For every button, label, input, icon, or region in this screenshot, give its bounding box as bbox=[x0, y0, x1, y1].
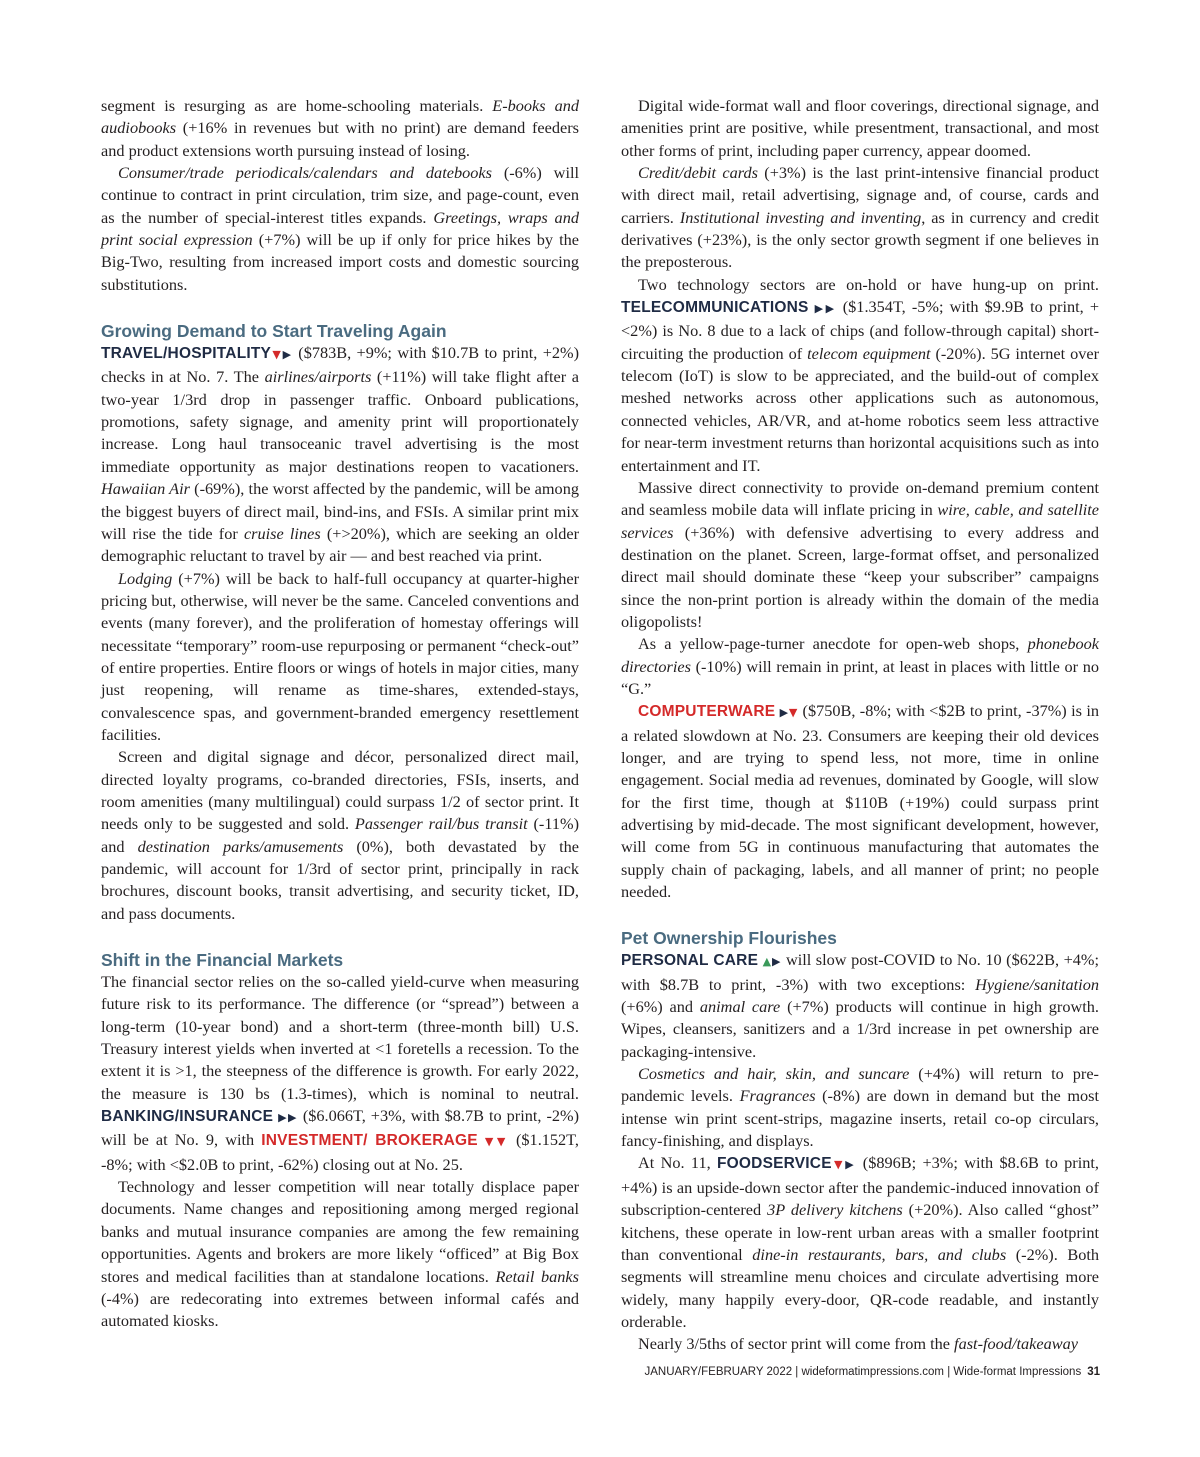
trend-arrows-icon: ▲▶ bbox=[762, 955, 782, 969]
paragraph bbox=[621, 1333, 1099, 1355]
right-column bbox=[621, 95, 1099, 1356]
text-run: (-20%). 5G internet over telecom (IoT) is slow to be appreciated, and the build-out of complex meshed networks across other applications such as autonomous, connected vehicles, AR/VR, and at-home robotics seem less attractive for near-term investment returns than horizontal acquisitions such as into entertainment and IT. bbox=[621, 343, 1100, 475]
paragraph bbox=[621, 162, 1099, 274]
trend-arrows-icon: ▼▶ bbox=[831, 1158, 857, 1172]
paragraph-telecommunications bbox=[621, 274, 1099, 477]
paragraph bbox=[621, 1063, 1099, 1152]
text-run: (0%), both devastated by the pandemic, will account for 1/3rd of sector print, principally in rack brochures, discount books, transit advertising, and security ticket, ID, and pass documents. bbox=[101, 836, 580, 923]
paragraph bbox=[101, 746, 579, 925]
text-run: Massive direct connectivity to provide on-demand premium content and seamless mobile data will inflate pricing in bbox=[621, 477, 1099, 520]
sector-name: PERSONAL CARE bbox=[621, 952, 759, 970]
text-run: (-4%) are redecorating into extremes between informal cafés and automated kiosks. bbox=[101, 1288, 579, 1331]
section-heading-financial: Shift in the Financial Markets bbox=[101, 950, 344, 971]
italic-term: animal care bbox=[699, 997, 781, 1017]
section-heading-pet-ownership: Pet Ownership Flourishes bbox=[621, 928, 837, 949]
text-run: ($750B, -8%; with <$2B to print, -37%) is in a related slowdown at No. 23. Consumers are keeping their old devices longer, and are trying to spend less, not more, time in online engagement. Social media ad revenues, dominated by Google, will slow for the first time, though at $110B (+19%) could surpass print advertising by mid-decade. The most significant development, however, will come from 5G in continuous manufacturing that automates the supply chain of packaging, labels, and all manner of print; no people needed. bbox=[621, 701, 1099, 902]
italic-term: Hawaiian Air bbox=[101, 479, 190, 499]
sector-name: BANKING/INSURANCE bbox=[101, 1108, 274, 1126]
text-run: (+20%). Also called “ghost” kitchens, these operate in low-rent urban areas with a smaller footprint than conventional bbox=[621, 1200, 1099, 1264]
text-run: At No. 11, bbox=[638, 1153, 717, 1173]
paragraph bbox=[621, 477, 1099, 633]
footer-text: JANUARY/FEBRUARY 2022 | wideformatimpressions.com | Wide-format Impressions bbox=[644, 1366, 1082, 1378]
paragraph-financial bbox=[101, 971, 579, 1176]
text-run: (+6%) and bbox=[621, 997, 700, 1017]
trend-arrows-icon: ▶▶ bbox=[814, 302, 837, 316]
text-run: (+36%) with defensive advertising to every address and destination on the planet. Screen, large-format offset, and personalized direct mail should dominate these “keep your subscriber” campaigns since the non-print portion is already within the domain of the media oligopolists! bbox=[621, 522, 1099, 631]
section-heading-travel: Growing Demand to Start Traveling Again bbox=[101, 321, 447, 342]
text-run: (-69%), the worst affected by the pandemic, will be among the biggest buyers of direct mail, bind-ins, and FSIs. A similar print mix will rise the tide for bbox=[101, 479, 579, 543]
text-run: (+4%) will return to pre-pandemic levels. bbox=[621, 1064, 1099, 1106]
text-run: (-2%). Both segments will streamline menu choices and circulate advertising more widely, many happily every-door, QR-code readable, and instantly orderable. bbox=[621, 1244, 1100, 1331]
text-run: ($896B; +3%; with $8.6B to print, +4%) is an upside-down sector after the pandemic-induced innovation of subscription-centered bbox=[621, 1153, 1099, 1220]
paragraph-personal-care bbox=[621, 949, 1099, 1063]
text-run: (+7%) will be up if only for price hikes by the Big-Two, resulting from increased import costs and domestic sourcing substitutions. bbox=[101, 230, 579, 294]
sector-name: TELECOMMUNICATIONS bbox=[621, 299, 809, 317]
paragraph bbox=[101, 162, 579, 296]
italic-term: telecom equipment bbox=[807, 343, 931, 363]
text-run: ($1.152T, -8%; with <$2.0B to print, -62%) closing out at No. 25. bbox=[101, 1130, 579, 1174]
text-run: ($1.354T, -5%; with $9.9B to print, +<2%) is No. 8 due to a lack of chips (and follow-through capital) short-circuiting the production of bbox=[621, 297, 1099, 363]
text-run: (+>20%), which are seeking an older demographic reluctant to travel by air — and best reached via print. bbox=[101, 523, 580, 566]
text-run: (-11%) and bbox=[101, 814, 579, 856]
paragraph bbox=[101, 568, 579, 747]
text-run: Digital wide-format wall and floor coverings, directional signage, and amenities print are positive, while presentment, transactional, and most other forms of print, including paper currency, appear doomed. bbox=[621, 96, 1099, 160]
sector-name: FOODSERVICE bbox=[717, 1155, 832, 1173]
italic-term: Hygiene/sanitation bbox=[975, 974, 1099, 994]
text-run: As a yellow-page-turner anecdote for open-web shops, bbox=[638, 634, 1028, 654]
page-number: 31 bbox=[1087, 1366, 1100, 1378]
text-run: (+7%) will be back to half-full occupancy at quarter-higher pricing but, otherwise, will never be the same. Canceled conventions and events (many forever), and the proliferation of homestay offerings will necessitate “temporary” room-use repurposing or permanent “check-out” of entire properties. Entire floors or wings of hotels in major cities, many just reopening, will rename as time-shares, extended-stays, convalescence spas, and government-branded emergency resettlement facilities. bbox=[101, 568, 579, 744]
text-run: Nearly 3/5ths of sector print will come from the bbox=[638, 1334, 955, 1354]
italic-term: E-books and audiobooks bbox=[101, 96, 579, 138]
paragraph-computerware bbox=[621, 700, 1099, 903]
italic-term: Passenger rail/bus transit bbox=[354, 814, 528, 834]
paragraph-foodservice bbox=[621, 1152, 1099, 1333]
italic-term: 3P delivery kitchens bbox=[767, 1200, 903, 1220]
italic-term: wire, cable, and satellite services bbox=[621, 500, 1100, 542]
trend-arrows-icon: ▶▶ bbox=[278, 1111, 298, 1125]
italic-term: Fragrances bbox=[739, 1086, 816, 1106]
italic-term: fast-food/takeaway bbox=[954, 1334, 1078, 1354]
italic-term: Greetings, wraps and print social expression bbox=[101, 207, 579, 250]
text-run: The financial sector relies on the so-called yield-curve when measuring future risk to its performance. The difference (or “spread”) between a long-term (10-year bond) and a short-term (three-month bill) U.S. Treasury interest yields when inverted at <1 foretells a recession. To the extent it is >1, the steepness of the difference is growth. For early 2022, the measure is 130 bs (1.3-times), which is nominal to neutral. bbox=[101, 972, 579, 1103]
sector-name: COMPUTERWARE bbox=[638, 703, 776, 721]
trend-arrows-icon: ▼▶ bbox=[271, 348, 293, 362]
italic-term: Institutional investing and inventing bbox=[679, 207, 922, 227]
left-column bbox=[101, 95, 579, 1333]
italic-term: Consumer/trade periodicals/calendars and datebooks bbox=[118, 163, 492, 183]
italic-term: Credit/debit cards bbox=[638, 163, 758, 183]
text-run: Technology and lesser competition will near totally displace paper documents. Name changes and repositioning among merged regional banks and mutual insurance companies are among the few remaining opportunities. Agents and brokers are more likely “officed” at Big Box stores and medical facilities than at standalone locations. bbox=[101, 1177, 579, 1286]
text-run: (+7%) products will continue in high growth. Wipes, cleansers, sanitizers and a 1/3rd increase in pet ownership are packaging-intensive. bbox=[621, 997, 1099, 1061]
text-run: Screen and digital signage and décor, personalized direct mail, directed loyalty programs, co-branded directories, FSIs, inserts, and room amenities (many multilingual) could surpass 1/2 of sector print. It needs only to be suggested and sold. bbox=[101, 747, 579, 834]
italic-term: destination parks/amusements bbox=[137, 836, 344, 856]
paragraph bbox=[621, 95, 1099, 162]
sector-name: TRAVEL/HOSPITALITY bbox=[101, 345, 272, 363]
text-run: ($6.066T, +3%, with $8.7B to print, -2%) will be at No. 9, with bbox=[101, 1106, 579, 1150]
trend-arrows-icon: ▼▼ bbox=[484, 1135, 509, 1149]
text-run: (+3%) is the last print-intensive financial product with direct mail, retail advertising, signage and, of course, cards and carriers. bbox=[621, 163, 1099, 227]
paragraph bbox=[101, 1176, 579, 1332]
italic-term: Lodging bbox=[118, 568, 173, 588]
sector-name: INVESTMENT/ BROKERAGE bbox=[261, 1132, 478, 1150]
paragraph bbox=[101, 95, 579, 162]
italic-term: phonebook directories bbox=[621, 634, 1099, 676]
text-run: will slow post-COVID to No. 10 ($622B, +4%; with $8.7B to print, -3%) with two exceptions: bbox=[621, 950, 1100, 994]
text-run: (-10%) will remain in print, at least in places with little or no “G.” bbox=[621, 656, 1099, 698]
italic-term: cruise lines bbox=[243, 523, 321, 543]
italic-term: Retail banks bbox=[495, 1266, 579, 1286]
page-footer bbox=[0, 1366, 1100, 1378]
text-run: , as in currency and credit derivatives (+23%), is the only sector growth segment if one believes in the preposterous. bbox=[621, 207, 1099, 272]
italic-term: dine-in restaurants, bars, and clubs bbox=[752, 1244, 1007, 1264]
text-run: (-6%) will continue to contract in print circulation, trim size, and page-count, even as the number of special-interest titles expands. bbox=[101, 163, 580, 227]
text-run: (+16% in revenues but with no print) are demand feeders and product extensions worth pursuing instead of losing. bbox=[101, 118, 579, 160]
italic-term: Cosmetics and hair, skin, and suncare bbox=[638, 1064, 910, 1084]
text-run: Two technology sectors are on-hold or have hung-up on print. bbox=[638, 274, 1099, 294]
text-run: ($783B, +9%; with $10.7B to print, +2%) checks in at No. 7. The bbox=[101, 343, 579, 387]
text-run: segment is resurging as are home-schooling materials. bbox=[101, 96, 493, 115]
paragraph-travel-hospitality bbox=[101, 342, 579, 567]
text-run: (+11%) will take flight after a two-year 1/3rd drop in passenger traffic. Onboard publications, promotions, safety signage, and amenity print will proportionately increase. Long haul transoceanic travel advertising is the most immediate opportunity as major destinations reopen to vacationers. bbox=[101, 367, 579, 476]
paragraph bbox=[621, 633, 1099, 700]
italic-term: airlines/airports bbox=[264, 367, 372, 387]
text-run: (-8%) are down in demand but the most intense win print scent-strips, magazine inserts, retail co-op circulars, fancy-finishing, and displays. bbox=[621, 1086, 1099, 1151]
trend-arrows-icon: ▶▼ bbox=[779, 706, 799, 720]
